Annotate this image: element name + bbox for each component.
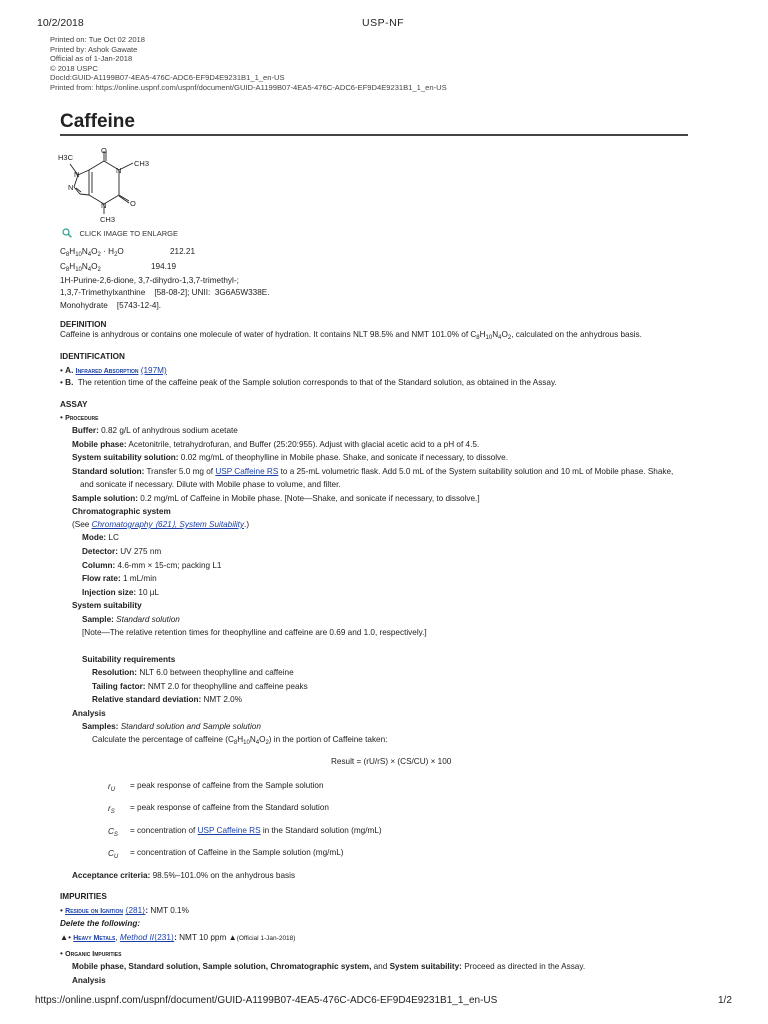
heavy-metals-line: ▲• Heavy Metals, Method II⟨231⟩: NMT 10 ppm ▲(Official 1-Jan-2018): [60, 933, 296, 942]
ru-definition: = peak response of caffeine from the Sample solution: [130, 781, 324, 790]
sys-suit-solution-line: System suitability solution: 0.02 mg/mL of theophylline in Mobile phase. Shake, and sonicate if necessary, to dissolve.: [72, 453, 508, 462]
injection-size-text: 10 µL: [138, 588, 160, 597]
site-name: USP-NF: [362, 17, 405, 29]
tailing-line: Tailing factor: NMT 2.0 for theophylline and caffeine peaks: [92, 682, 308, 691]
buffer-line: Buffer: 0.82 g/L of anhydrous sodium acetate: [72, 426, 238, 435]
organic-c: System suitability:: [389, 962, 462, 971]
acceptance-text: 98.5%–101.0% on the anhydrous basis: [152, 871, 296, 880]
acceptance-line: Acceptance criteria: 98.5%–101.0% on the anhydrous basis: [72, 871, 296, 880]
calculate-line: Calculate the percentage of caffeine $(C_8H_{10}N_4O_2)$ in the portion of Caffeine taken:: [92, 735, 388, 746]
ch3-bottom-label: CH3: [100, 215, 116, 224]
n7-label: N: [74, 170, 80, 179]
o-top-label: O: [101, 146, 107, 155]
samples-text: Standard solution and Sample solution: [120, 722, 261, 731]
cs-symbol: $C_S$: [108, 827, 118, 838]
heavy-metals-link[interactable]: Heavy Metals: [73, 935, 116, 942]
cs-def-a: = concentration of: [130, 826, 198, 835]
usp-caffeine-rs-link-2[interactable]: USP Caffeine RS: [197, 826, 261, 835]
official-as-of: Official as of 1-Jan-2018: [50, 54, 133, 64]
usp-caffeine-rs-link[interactable]: USP Caffeine RS: [215, 467, 279, 476]
analysis-heading: Analysis: [72, 709, 106, 718]
title-divider: [60, 134, 688, 136]
organic-a: Mobile phase, Standard solution, Sample solution, Chromatographic system,: [72, 962, 372, 971]
mode-line: Mode: LC: [82, 533, 119, 542]
caffeine-structure-image[interactable]: [56, 146, 166, 226]
standard-solution-line: Standard solution: Transfer 5.0 mg of USP Caffeine RS to a 25-mL volumetric flask. Add 5.0 mL of the System suitability solution and 10 mL of Mobile phase. Shake,: [72, 467, 674, 476]
std-sol-text-b: to a 25-mL volumetric flask. Add 5.0 mL of the System suitability solution and 10 mL of Mobile phase. Shake,: [278, 467, 674, 476]
heavy-ref-link[interactable]: ⟨231⟩: [154, 933, 175, 942]
system-suitability-heading: System suitability: [72, 601, 142, 610]
organic-impurities-text: Organic Impurities: [65, 951, 122, 958]
organic-text-line: [72, 962, 585, 972]
id-b-label: B.: [65, 378, 74, 387]
identification-heading: IDENTIFICATION: [60, 352, 125, 361]
id-b-text: The retention time of the caffeine peak of the Sample solution corresponds to that of the Standard solution, as obtained in the Assay.: [77, 378, 557, 387]
delete-following: Delete the following:: [60, 919, 141, 928]
formula-anhydrous: $C_8H_{10}N_4O_2$: [60, 262, 101, 273]
printed-from: Printed from: https://online.uspnf.com/uspnf/document/GUID-A1199B07-4EA5-476C-ADC6-EF9D4E9231B1_1_en-US: [50, 82, 447, 92]
sample-solution-text: 0.2 mg/mL of Caffeine in Mobile phase. [Note—Shake, and sonicate if necessary, to dissolve.]: [140, 494, 480, 503]
ss-sample-line: Sample: Standard solution: [82, 615, 180, 624]
buffer-text: 0.82 g/L of anhydrous sodium acetate: [101, 426, 238, 435]
definition-heading: DEFINITION: [60, 320, 107, 329]
monohydrate-cas: Monohydrate [5743-12-4].: [60, 301, 162, 310]
tailing-text: NMT 2.0 for theophylline and caffeine peaks: [147, 682, 308, 691]
rs-symbol: $r_S$: [108, 804, 115, 815]
print-date: 10/2/2018: [37, 17, 84, 29]
resolution-text: NLT 6.0 between theophylline and caffeine: [139, 668, 294, 677]
cu-symbol: $C_U$: [108, 849, 119, 860]
enlarge-text: CLICK IMAGE TO ENLARGE: [79, 229, 178, 238]
calculate-b: ) in the portion of Caffeine taken:: [268, 735, 388, 744]
residue-value: NMT 0.1%: [150, 906, 189, 915]
see-b: .): [244, 520, 250, 529]
copyright: © 2018 USPC: [50, 63, 98, 73]
n1-label: N: [116, 166, 122, 175]
footer-page: 1/2: [718, 995, 732, 1006]
footer-url: https://online.uspnf.com/uspnf/document/GUID-A1199B07-4EA5-476C-ADC6-EF9D4E9231B1_1_en-US: [35, 995, 498, 1006]
rrt-note: [Note—The relative retention times for theophylline and caffeine are 0.69 and 1.0, respectively.]: [82, 628, 427, 637]
rs-definition: = peak response of caffeine from the Standard solution: [130, 803, 329, 812]
procedure-text: Procedure: [65, 415, 99, 422]
suitability-requirements-heading: Suitability requirements: [82, 655, 176, 664]
resolution-line: Resolution: NLT 6.0 between theophylline and caffeine: [92, 668, 294, 677]
cs-definition: [130, 826, 382, 836]
heavy-metals-value: NMT 10 ppm: [179, 933, 227, 942]
residue-line: • Residue on Ignition ⟨281⟩: NMT 0.1%: [60, 906, 189, 915]
rsd-text: NMT 2.0%: [203, 695, 243, 704]
detector-text: UV 275 nm: [120, 547, 162, 556]
identification-a: • A. Infrared Absorption (197M): [60, 366, 167, 375]
enlarge-link[interactable]: [62, 225, 178, 243]
mobile-phase-text: Acetonitrile, tetrahydrofuran, and Buffer (25:20:955). Adjust with glacial acetic acid to a pH of 4.5.: [128, 440, 480, 449]
cu-definition: = concentration of Caffeine in the Sample solution (mg/mL): [130, 848, 344, 857]
chemical-name-1: 1H-Purine-2,6-dione, 3,7-dihydro-1,3,7-trimethyl-;: [60, 276, 239, 285]
doc-id: DocId:GUID-A1199B07-4EA5-476C-ADC6-EF9D4E9231B1_1_en-US: [50, 73, 285, 83]
residue-ref-link[interactable]: ⟨281⟩: [125, 906, 146, 915]
mode-text: LC: [108, 533, 119, 542]
n3-label: N: [101, 201, 107, 210]
printed-on: Printed on: Tue Oct 02 2018: [50, 35, 145, 44]
infrared-absorption-link[interactable]: Infrared Absorption: [75, 368, 139, 375]
monograph-title: Caffeine: [60, 111, 135, 132]
column-line: Column: 4.6-mm × 15-cm; packing L1: [82, 561, 222, 570]
id-a-label: A.: [65, 366, 74, 375]
sample-solution-line: Sample solution: 0.2 mg/mL of Caffeine in Mobile phase. [Note—Shake, and sonicate if necessary, to dissolve.]: [72, 494, 480, 503]
impurities-analysis-heading: Analysis: [72, 976, 106, 985]
hydrate-mw: 212.21: [170, 247, 196, 256]
n9-label: N: [68, 183, 74, 192]
see-chromatography: [72, 520, 249, 530]
std-sol-text-a: Transfer 5.0 mg of: [146, 467, 216, 476]
procedure-label: • Procedure: [60, 413, 99, 422]
chemical-name-2: 1,3,7-Trimethylxanthine [58-08-2]; UNII: 3G6A5W338E.: [60, 288, 270, 297]
column-text: 4.6-mm × 15-cm; packing L1: [117, 561, 222, 570]
heavy-official: (Official 1-Jan-2018): [236, 935, 296, 942]
see-a: (See: [72, 520, 92, 529]
rsd-line: Relative standard deviation: NMT 2.0%: [92, 695, 243, 704]
formula-hydrate: $C_8H_{10}N_4O_2 \cdot H_2O$: [60, 247, 124, 258]
definition-text-a: Caffeine is anhydrous or contains one molecule of water of hydration. It contains NLT 98.5% and NMT 101.0% of C: [60, 330, 477, 339]
ss-sample-text: Standard solution: [116, 615, 180, 624]
organic-d: Proceed as directed in the Assay.: [461, 962, 586, 971]
flow-rate-line: Flow rate: 1 mL/min: [82, 574, 157, 583]
result-equation: Result = (rU/rS) × (CS/CU) × 100: [331, 757, 452, 766]
impurities-heading: IMPURITIES: [60, 892, 107, 901]
print-meta: [50, 35, 447, 93]
std-sol-text-c: and sonicate if necessary. Dilute with Mobile phase to volume, and filter.: [80, 480, 341, 489]
o-right-label: O: [130, 199, 136, 208]
sys-suit-solution-text: 0.02 mg/mL of theophylline in Mobile phase. Shake, and sonicate if necessary, to dissolve.: [180, 453, 508, 462]
organic-impurities-line: • Organic Impurities: [60, 949, 122, 958]
samples-line: Samples: Standard solution and Sample solution: [82, 722, 261, 731]
definition-text: Caffeine is anhydrous or contains one molecule of water of hydration. It contains NLT 98.5% and NMT 101.0% of $C_8H_{10}N_4O_2$, calculated on the anhydrous basis.: [60, 330, 642, 341]
calculate-a: Calculate the percentage of caffeine (C: [92, 735, 234, 744]
chromatography-link[interactable]: Chromatography ⟨621⟩, System Suitability: [91, 520, 245, 529]
identification-b: • B. The retention time of the caffeine peak of the Sample solution corresponds to that of the Standard solution, as obtained in the Assay.: [60, 378, 557, 387]
residue-on-ignition-link[interactable]: Residue on Ignition: [65, 908, 123, 915]
cs-def-b: in the Standard solution (mg/mL): [260, 826, 382, 835]
chromatographic-system-heading: Chromatographic system: [72, 507, 171, 516]
definition-text-b: , calculated on the anhydrous basis.: [511, 330, 642, 339]
injection-size-line: Injection size: 10 µL: [82, 588, 160, 597]
detector-line: Detector: UV 275 nm: [82, 547, 162, 556]
printed-by: Printed by: Ashok Gawate: [50, 44, 138, 54]
zoom-icon: [62, 228, 72, 238]
flow-rate-text: 1 mL/min: [122, 574, 157, 583]
ch3-top-label: CH3: [134, 159, 150, 168]
ru-symbol: $r_U$: [108, 782, 116, 793]
h3c-label: H3C: [58, 153, 74, 162]
method-ii-link[interactable]: Method II: [119, 933, 155, 942]
organic-b: and: [371, 962, 390, 971]
ir-ref-link[interactable]: (197M): [140, 366, 167, 375]
anhydrous-mw: 194.19: [151, 262, 177, 271]
mobile-phase-line: Mobile phase: Acetonitrile, tetrahydrofuran, and Buffer (25:20:955). Adjust with glacial acetic acid to a pH of 4.5.: [72, 440, 480, 449]
assay-heading: ASSAY: [60, 400, 88, 409]
